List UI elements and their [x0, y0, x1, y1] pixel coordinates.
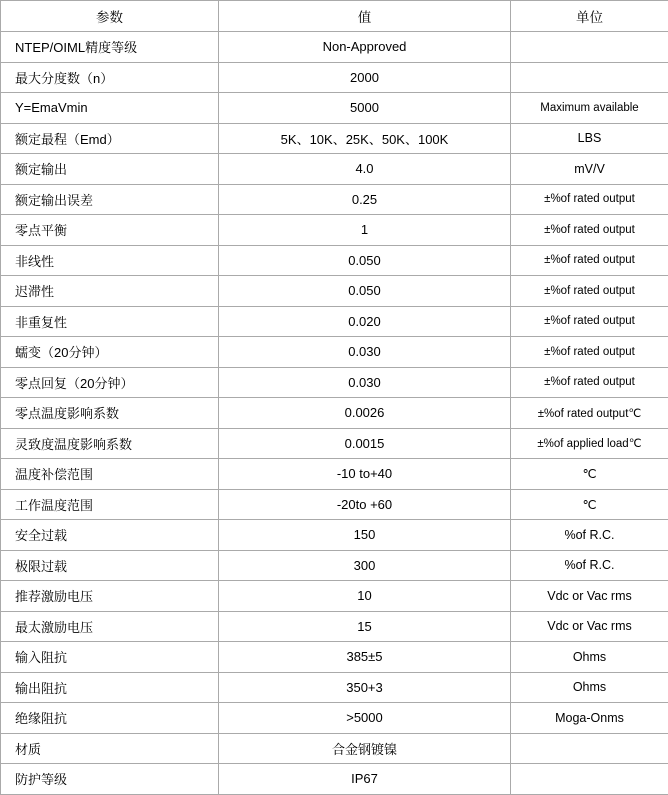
table-row [1, 32, 668, 63]
cell-value: IP67 [219, 764, 511, 795]
cell-unit [511, 764, 668, 795]
table-row [1, 672, 668, 703]
cell-value: 0.0015 [219, 428, 511, 459]
cell-unit: Ohms [511, 672, 668, 703]
table-row [1, 733, 668, 764]
table-row [1, 184, 668, 215]
cell-unit: ±%of rated output [511, 215, 668, 246]
table-row [1, 428, 668, 459]
cell-value: 10 [219, 581, 511, 612]
cell-value: >5000 [219, 703, 511, 734]
table-row [1, 489, 668, 520]
cell-value: -20to +60 [219, 489, 511, 520]
cell-unit: %of R.C. [511, 520, 668, 551]
cell-value: 0.0026 [219, 398, 511, 429]
cell-value: 1 [219, 215, 511, 246]
table-row [1, 520, 668, 551]
cell-parameter: 灵致度温度影响系数 [1, 428, 219, 459]
table-row [1, 154, 668, 185]
cell-unit: Vdc or Vac rms [511, 581, 668, 612]
cell-unit: mV/V [511, 154, 668, 185]
cell-value: 0.030 [219, 367, 511, 398]
cell-parameter: 零点温度影响系数 [1, 398, 219, 429]
cell-parameter: 推荐激励电压 [1, 581, 219, 612]
table-row [1, 215, 668, 246]
cell-value: -10 to+40 [219, 459, 511, 490]
table-row [1, 611, 668, 642]
cell-value: Non-Approved [219, 32, 511, 63]
cell-parameter: 最太激励电压 [1, 611, 219, 642]
cell-value: 150 [219, 520, 511, 551]
cell-value: 2000 [219, 62, 511, 93]
cell-parameter: 安全过载 [1, 520, 219, 551]
cell-unit: ±%of rated output [511, 306, 668, 337]
cell-value: 5000 [219, 93, 511, 124]
cell-parameter: 极限过载 [1, 550, 219, 581]
cell-parameter: 最大分度数（n） [1, 62, 219, 93]
table-row [1, 306, 668, 337]
cell-unit: ±%of rated output℃ [511, 398, 668, 429]
table-row [1, 93, 668, 124]
cell-unit: ±%of rated output [511, 337, 668, 368]
cell-unit: %of R.C. [511, 550, 668, 581]
cell-unit [511, 62, 668, 93]
cell-parameter: 迟滞性 [1, 276, 219, 307]
table-row [1, 398, 668, 429]
cell-parameter: 零点平衡 [1, 215, 219, 246]
table-row [1, 245, 668, 276]
cell-parameter: 绝缘阻抗 [1, 703, 219, 734]
cell-parameter: 额定最程（Emd） [1, 123, 219, 154]
table-row [1, 703, 668, 734]
cell-unit: ℃ [511, 489, 668, 520]
column-header-unit: 单位 [511, 1, 668, 32]
cell-parameter: 温度补偿范围 [1, 459, 219, 490]
cell-value: 385±5 [219, 642, 511, 673]
cell-value: 0.020 [219, 306, 511, 337]
cell-parameter: NTEP/OIML精度等级 [1, 32, 219, 63]
cell-unit: LBS [511, 123, 668, 154]
cell-value: 350+3 [219, 672, 511, 703]
cell-unit: ℃ [511, 459, 668, 490]
cell-value: 5K、10K、25K、50K、100K [219, 123, 511, 154]
table-row [1, 550, 668, 581]
table-row [1, 367, 668, 398]
table-row [1, 642, 668, 673]
table-row [1, 581, 668, 612]
table-row [1, 337, 668, 368]
cell-unit: Maximum available [511, 93, 668, 124]
table-row [1, 459, 668, 490]
cell-unit [511, 733, 668, 764]
cell-parameter: 非线性 [1, 245, 219, 276]
cell-value: 15 [219, 611, 511, 642]
cell-parameter: 输出阻抗 [1, 672, 219, 703]
cell-parameter: Y=EmaVmin [1, 93, 219, 124]
cell-unit: ±%of applied load℃ [511, 428, 668, 459]
cell-unit: Ohms [511, 642, 668, 673]
cell-unit: Moga-Onms [511, 703, 668, 734]
cell-value: 300 [219, 550, 511, 581]
cell-value: 4.0 [219, 154, 511, 185]
table-row [1, 123, 668, 154]
cell-parameter: 蠕变（20分钟） [1, 337, 219, 368]
table-row [1, 62, 668, 93]
column-header-value: 值 [219, 1, 511, 32]
table-body [1, 32, 668, 795]
cell-value: 合金钢镀镍 [219, 733, 511, 764]
cell-parameter: 额定输出 [1, 154, 219, 185]
cell-parameter: 防护等级 [1, 764, 219, 795]
column-header-parameter: 参数 [1, 1, 219, 32]
cell-unit [511, 32, 668, 63]
cell-unit: ±%of rated output [511, 184, 668, 215]
cell-value: 0.25 [219, 184, 511, 215]
cell-value: 0.030 [219, 337, 511, 368]
cell-parameter: 工作温度范围 [1, 489, 219, 520]
cell-value: 0.050 [219, 245, 511, 276]
cell-parameter: 输入阻抗 [1, 642, 219, 673]
cell-parameter: 非重复性 [1, 306, 219, 337]
cell-unit: Vdc or Vac rms [511, 611, 668, 642]
cell-parameter: 零点回复（20分钟） [1, 367, 219, 398]
table-header-row [1, 1, 668, 32]
cell-parameter: 额定输出误差 [1, 184, 219, 215]
cell-unit: ±%of rated output [511, 367, 668, 398]
cell-unit: ±%of rated output [511, 245, 668, 276]
cell-value: 0.050 [219, 276, 511, 307]
cell-parameter: 材质 [1, 733, 219, 764]
table-row [1, 764, 668, 795]
cell-unit: ±%of rated output [511, 276, 668, 307]
table-row [1, 276, 668, 307]
